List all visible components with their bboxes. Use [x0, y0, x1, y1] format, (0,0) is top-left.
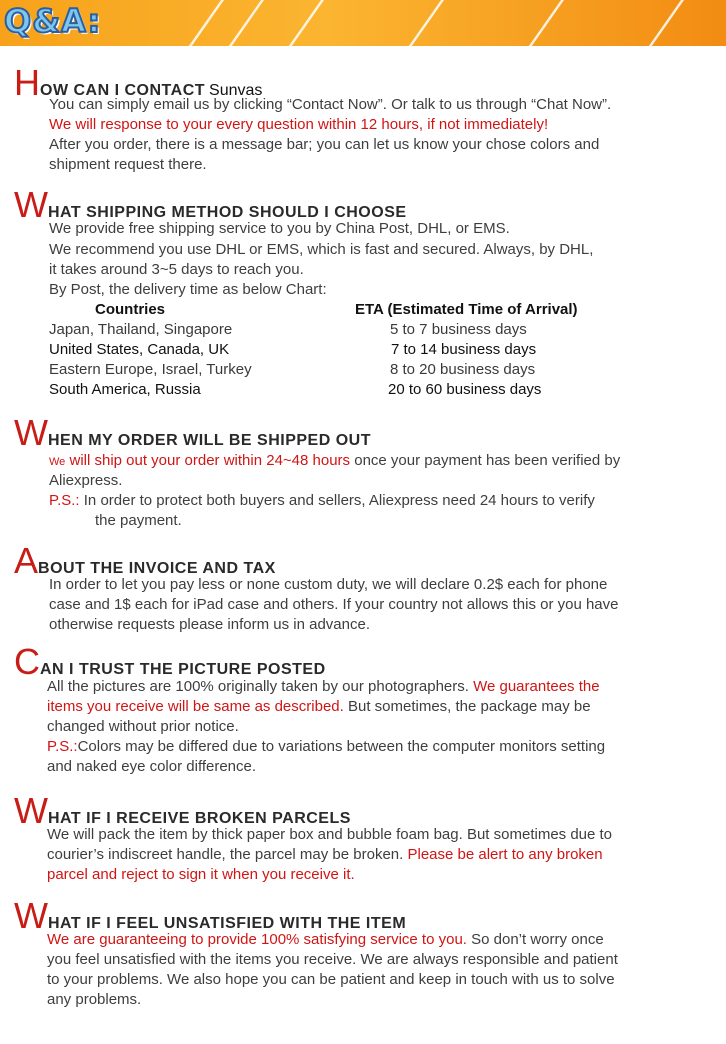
banner-stripe	[639, 0, 684, 46]
contact-line-4: shipment request there.	[49, 156, 207, 173]
banner-stripe	[179, 0, 224, 46]
heading-initial: H	[14, 62, 40, 103]
heading-text: HEN MY ORDER WILL BE SHIPPED OUT	[47, 432, 371, 449]
banner-stripe	[399, 0, 444, 46]
unsatisfied-line-3: to your problems. We also hope you can be patient and keep in touch with us to solve	[47, 971, 615, 988]
ship-condition: once your payment has been verified by	[354, 452, 621, 469]
table-cell-eta: 7 to 14 business days	[391, 341, 537, 358]
picture-line-1	[47, 677, 600, 697]
table-cell-country: Japan, Thailand, Singapore	[49, 321, 233, 338]
unsatisfied-line-2: you feel unsatisfied with the items you receive. We are always responsible and patient	[47, 951, 618, 968]
picture-ps-line	[47, 737, 605, 757]
heading-initial: W	[14, 790, 48, 831]
shipped-line-2: Aliexpress.	[49, 472, 123, 489]
table-cell-country: Eastern Europe, Israel, Turkey	[49, 361, 252, 378]
invoice-line-1: In order to let you pay less or none custom duty, we will declare 0.2$ each for phone	[49, 576, 608, 593]
shipped-ps-line	[49, 491, 595, 511]
ps-text: Colors may be differed due to variations between the computer monitors setting	[77, 738, 606, 755]
brand-name: Sunvas	[209, 82, 263, 99]
shipping-line-2: We recommend you use DHL or EMS, which is fast and secured. Always, by DHL,	[49, 241, 594, 258]
picture-text: All the pictures are 100% originally taken by our photographers.	[47, 678, 469, 695]
alert-text: Please be alert to any broken	[407, 846, 603, 863]
contact-line-2: We will response to your every question within 12 hours, if not immediately!	[49, 116, 549, 133]
invoice-line-3: otherwise requests please inform us in advance.	[49, 616, 371, 633]
picture-ps-line-2: and naked eye color difference.	[47, 758, 257, 775]
table-cell-eta: 8 to 20 business days	[390, 361, 536, 378]
broken-line-2	[47, 845, 603, 865]
heading-text: BOUT THE INVOICE AND TAX	[38, 560, 276, 577]
heading-initial: C	[14, 641, 40, 682]
unsatisfied-line-1	[47, 930, 604, 950]
we-text: We	[49, 456, 66, 468]
table-cell-eta: 20 to 60 business days	[388, 381, 542, 398]
banner-stripe	[219, 0, 264, 46]
shipping-line-4: By Post, the delivery time as below Chart:	[49, 281, 327, 298]
invoice-line-2: case and 1$ each for iPad case and others. If your country not allows this or you have	[49, 596, 619, 613]
heading-initial: W	[14, 412, 48, 453]
broken-line-1: We will pack the item by thick paper box and bubble foam bag. But sometimes due to	[47, 826, 613, 843]
heading-text: HAT IF I FEEL UNSATISFIED WITH THE ITEM	[47, 915, 407, 932]
heading-initial: A	[14, 540, 39, 581]
picture-line-2	[47, 697, 591, 717]
guarantee-text: We are guaranteeing to provide 100% satisfying service to you.	[47, 931, 467, 948]
table-header-countries: Countries	[95, 301, 166, 318]
heading-text: HAT IF I RECEIVE BROKEN PARCELS	[47, 810, 351, 827]
heading-text: HAT SHIPPING METHOD SHOULD I CHOOSE	[47, 204, 407, 221]
unsatisfied-line-4: any problems.	[47, 991, 142, 1008]
heading-text: OW CAN I CONTACT	[40, 82, 206, 99]
ps-text: In order to protect both buyers and sellers, Aliexpress need 24 hours to verify	[83, 492, 595, 509]
contact-line-3: After you order, there is a message bar; you can let us know your chose colors and	[49, 136, 600, 153]
shipped-ps-line-2: the payment.	[95, 512, 182, 529]
picture-line-3: changed without prior notice.	[47, 718, 239, 735]
shipping-line-1: We provide free shipping service to you by China Post, DHL, or EMS.	[49, 220, 510, 237]
shipped-line-1	[49, 451, 620, 472]
qa-banner	[0, 0, 726, 46]
table-cell-country: United States, Canada, UK	[49, 341, 230, 358]
shipping-line-3: it takes around 3~5 days to reach you.	[49, 261, 304, 278]
banner-title: Q&A:	[4, 2, 102, 40]
table-cell-eta: 5 to 7 business days	[390, 321, 527, 338]
banner-stripe	[279, 0, 324, 46]
heading-text: AN I TRUST THE PICTURE POSTED	[40, 661, 326, 678]
heading-initial: W	[14, 184, 48, 225]
contact-line-1: You can simply email us by clicking “Contact Now”. Or talk to us through “Chat Now”.	[49, 96, 612, 113]
guarantee-text: We guarantees the	[473, 678, 600, 695]
table-cell-country: South America, Russia	[49, 381, 201, 398]
ship-promise: will ship out your order within 24~48 hours	[69, 452, 351, 469]
ps-label: P.S.:	[47, 738, 78, 755]
heading-initial: W	[14, 895, 48, 936]
picture-text: But sometimes, the package may be	[347, 698, 591, 715]
table-header-eta: ETA (Estimated Time of Arrival)	[355, 301, 578, 318]
banner-stripe	[519, 0, 564, 46]
unsatisfied-text: So don’t worry once	[471, 931, 604, 948]
broken-line-3: parcel and reject to sign it when you receive it.	[47, 866, 355, 883]
heading-shipped	[14, 412, 371, 454]
broken-text: courier’s indiscreet handle, the parcel may be broken.	[47, 846, 404, 863]
guarantee-text: items you receive will be same as described.	[47, 698, 344, 715]
ps-label: P.S.:	[49, 492, 80, 509]
